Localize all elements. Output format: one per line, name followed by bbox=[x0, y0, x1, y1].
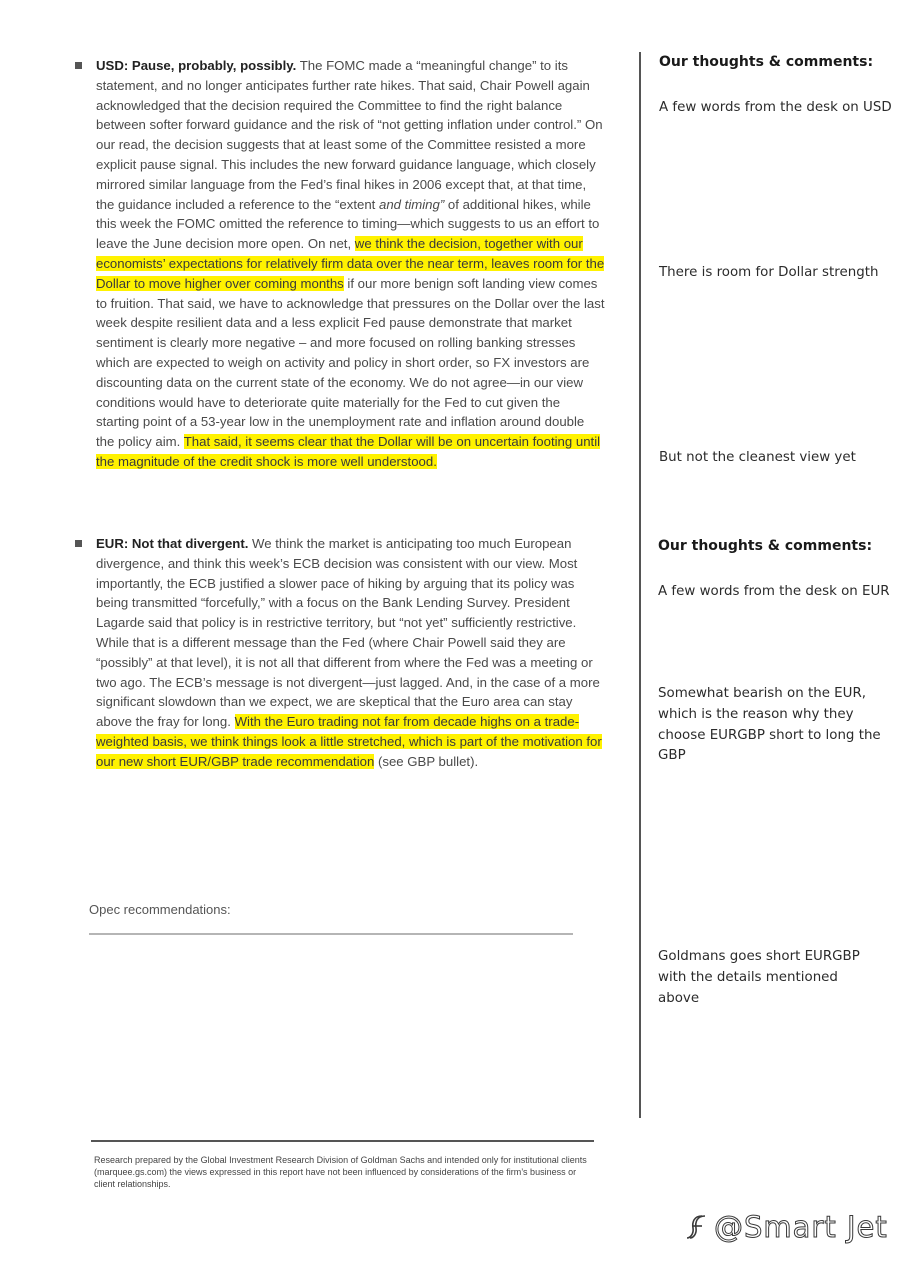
watermark bbox=[684, 1210, 888, 1244]
eur-paragraph bbox=[96, 534, 605, 772]
eur-note-2: Goldmans goes short EURGBP with the details mentioned above bbox=[658, 949, 860, 1006]
column-divider bbox=[639, 52, 641, 1118]
usd-text-italic: and timing” bbox=[379, 196, 445, 212]
eur-comments-heading: Our thoughts & comments: bbox=[658, 538, 873, 554]
bullet-square-icon bbox=[75, 62, 82, 69]
usd-highlight-2: That said, it seems clear that the Dollar will be on uncertain footing until the magnitude of the credit shock is more well understood. bbox=[96, 434, 601, 469]
opec-label: Opec recommendations: bbox=[89, 902, 231, 917]
eur-text-b: (see GBP bullet). bbox=[374, 753, 479, 769]
usd-comments-subtitle: A few words from the desk on USD bbox=[659, 100, 892, 115]
eur-title: EUR: Not that divergent. bbox=[96, 536, 249, 551]
eur-comments-subtitle: A few words from the desk on EUR bbox=[658, 584, 890, 599]
watermark-text: @Smart Jet bbox=[714, 1210, 888, 1244]
watermark-logo-icon bbox=[684, 1212, 714, 1242]
usd-paragraph bbox=[96, 56, 605, 472]
eur-highlight-1: With the Euro trading not far from decade highs on a trade-weighted basis, we think things look a little stretched, which is part of the motivation for our new short EUR/GBP trade recommendation bbox=[96, 714, 602, 769]
usd-text-a: The FOMC made a “meaningful change” to its statement, and no longer anticipates further rate hikes. That said, Chair Powell again acknowledged that the decision required the Committee to find the right balance between softer forward guidance and the risk of “not getting inflation under control.” On our read, the decision suggests that at least some of the Committee resisted a more explicit pause signal. This includes the new forward guidance language, which closely mirrored similar language from the Fed’s final hikes in 2006 except that, at that time, the guidance included a reference to the “extent bbox=[96, 58, 603, 212]
usd-text-b: of additional hikes, while this week the FOMC omitted the reference to timing—which suggests to us an effort to leave the June decision more open. On net, bbox=[96, 196, 600, 252]
usd-text-c: if our more benign soft landing view comes to fruition. That said, we have to acknowledge that pressures on the Dollar over the last week despite resilient data and a less explicit Fed pause demonstrate that market sentiment is clearly more negative – and more focused on rolling banking stresses which are expected to weigh on activity and policy in short order, so FX investors are discounting data on the current state of the economy. We do not agree—in our view conditions would have to deteriorate quite materially for the Fed to cut given the starting point of a 53-year low in the unemployment rate and inflation around double the policy aim. bbox=[96, 275, 605, 450]
eur-text-a: We think the market is anticipating too much European divergence, and think this week’s ECB decision was consistent with our view. Most importantly, the ECB justified a slower pace of hiking by arguing that its policy was being transmitted “forcefully,” with a focus on the Bank Lending Survey. President Lagarde said that policy is in restrictive territory, but “not yet” sufficiently restrictive. While that is a different message than the Fed (where Chair Powell said they are “possibly” at that level), it is not all that different from where the Fed was a meeting or two ago. The ECB’s message is not divergent—just lagged. And, in the case of a more significant slowdown than we expect, we are skeptical that the Euro area can stay above the fray for long. bbox=[96, 536, 600, 730]
usd-section bbox=[75, 56, 605, 472]
usd-highlight-1: we think the decision, together with our economists’ expectations for relatively firm data over the near term, leaves room for the Dollar to move higher over coming months bbox=[96, 236, 605, 291]
eur-section bbox=[75, 534, 605, 772]
usd-note-2: But not the cleanest view yet bbox=[659, 450, 856, 465]
usd-title: USD: Pause, probably, possibly. bbox=[96, 58, 297, 73]
eur-note-1: Somewhat bearish on the EUR, which is the reason why they choose EURGBP short to long the GBP bbox=[658, 686, 881, 764]
bullet-square-icon bbox=[75, 540, 82, 547]
footer-disclaimer: Research prepared by the Global Investment Research Division of Goldman Sachs and intended only for institutional clients (marquee.gs.com) the views expressed in this report have not been influenced by considerations of the firm’s business or client relationships. bbox=[94, 1155, 587, 1189]
opec-underline bbox=[89, 933, 573, 935]
usd-comments-heading: Our thoughts & comments: bbox=[659, 54, 874, 70]
usd-note-1: There is room for Dollar strength bbox=[659, 265, 879, 280]
footer-rule bbox=[91, 1140, 594, 1142]
